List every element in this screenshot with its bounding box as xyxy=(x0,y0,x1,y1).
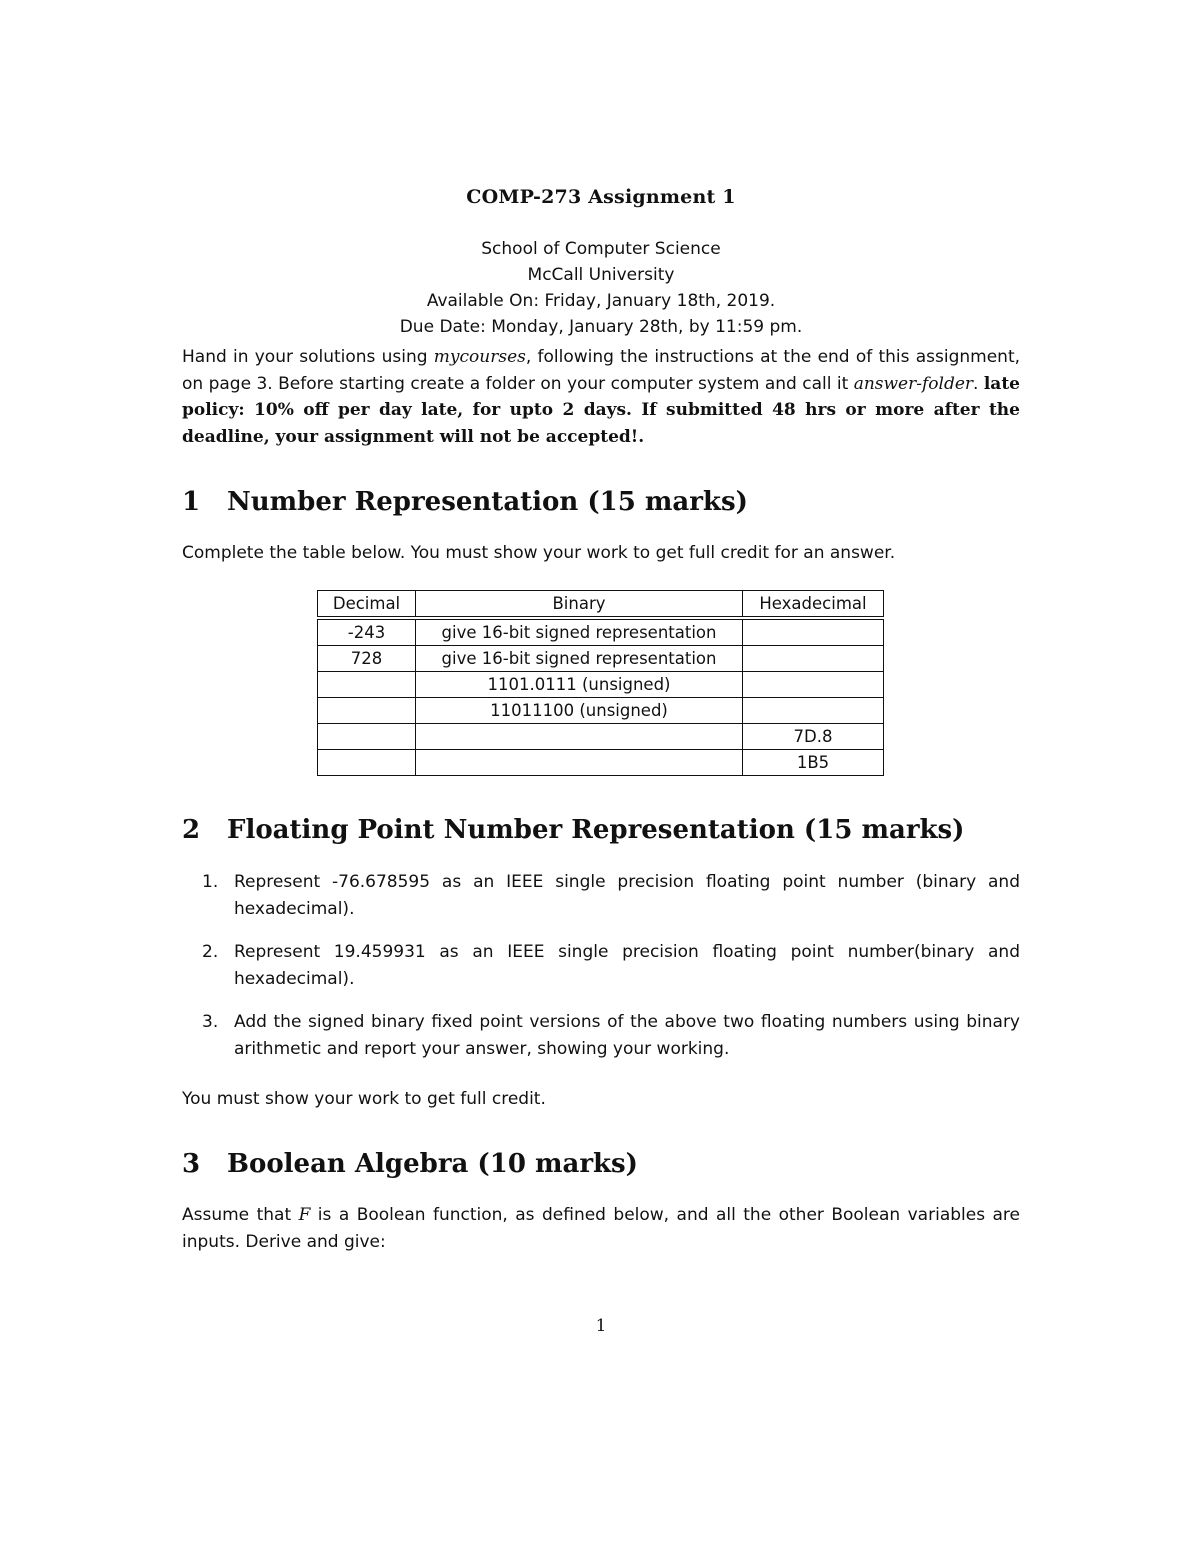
function-variable: F xyxy=(298,1205,311,1225)
section-2-number: 2 xyxy=(182,815,201,845)
cell-decimal xyxy=(318,698,416,724)
title-block xyxy=(182,186,1020,340)
list-marker: 3. xyxy=(202,1012,219,1032)
available-date: Available On: Friday, January 18th, 2019. xyxy=(426,291,776,311)
document-page xyxy=(182,0,1020,1553)
cell-binary xyxy=(416,724,743,750)
list-item xyxy=(182,869,1020,922)
cell-hexadecimal xyxy=(743,618,884,646)
school-name: School of Computer Science xyxy=(481,239,721,259)
cell-decimal xyxy=(318,672,416,698)
intro-text-3: . xyxy=(973,373,984,394)
cell-decimal: 728 xyxy=(318,646,416,672)
cell-binary: 11011100 (unsigned) xyxy=(416,698,743,724)
section-2-title: Floating Point Number Representation (15 marks) xyxy=(227,815,965,845)
header-binary: Binary xyxy=(416,591,743,619)
list-marker: 2. xyxy=(202,942,219,962)
cell-binary: 1101.0111 (unsigned) xyxy=(416,672,743,698)
late-policy: late policy: 10% off per day late, for upto 2 days. If submitted 48 hrs or more after the deadline, your assignment will not be accepted!. xyxy=(182,373,1020,447)
document-title: COMP-273 Assignment 1 xyxy=(466,186,736,208)
cell-hexadecimal xyxy=(743,698,884,724)
cell-decimal xyxy=(318,724,416,750)
section-2-heading xyxy=(182,815,964,845)
intro-paragraph xyxy=(182,344,1020,450)
list-item-text: Represent 19.459931 as an IEEE single precision floating point number(binary and hexadecimal). xyxy=(234,942,1020,989)
answer-folder-term: answer-folder xyxy=(853,373,974,394)
section-1-title: Number Representation (15 marks) xyxy=(227,487,748,517)
section-3-text xyxy=(182,1202,1020,1255)
header-decimal: Decimal xyxy=(318,591,416,619)
table-row xyxy=(318,618,884,646)
intro-text-2: , following the instructions at the end of this assignment, on page 3. Before starting create a folder on your computer system and call it xyxy=(182,347,1021,394)
cell-hexadecimal xyxy=(743,672,884,698)
table-row xyxy=(318,750,884,776)
list-marker: 1. xyxy=(202,872,219,892)
section-3-text-after: is a Boolean function, as defined below, and all the other Boolean variables are inputs. Derive and give: xyxy=(182,1205,1020,1252)
list-item-text: Add the signed binary fixed point versions of the above two floating numbers using binary arithmetic and report your answer, showing your working. xyxy=(234,1012,1020,1059)
cell-binary: give 16-bit signed representation xyxy=(416,618,743,646)
cell-decimal xyxy=(318,750,416,776)
intro-text-1: Hand in your solutions using xyxy=(182,347,434,367)
list-item xyxy=(182,1009,1020,1062)
cell-hexadecimal: 1B5 xyxy=(743,750,884,776)
mycourses-term: mycourses xyxy=(433,347,526,367)
section-3-number: 3 xyxy=(182,1149,201,1179)
section-3-title: Boolean Algebra (10 marks) xyxy=(227,1149,638,1179)
table-header-row xyxy=(318,591,884,619)
cell-decimal: -243 xyxy=(318,618,416,646)
cell-binary: give 16-bit signed representation xyxy=(416,646,743,672)
section-1-instruction: Complete the table below. You must show your work to get full credit for an answer. xyxy=(182,543,896,563)
due-date: Due Date: Monday, January 28th, by 11:59 pm. xyxy=(399,317,803,337)
table-row xyxy=(318,698,884,724)
university-name: McCall University xyxy=(527,265,675,285)
cell-hexadecimal xyxy=(743,646,884,672)
section-3-text-before: Assume that xyxy=(182,1205,299,1225)
cell-hexadecimal: 7D.8 xyxy=(743,724,884,750)
section-1-number: 1 xyxy=(182,487,201,517)
cell-binary xyxy=(416,750,743,776)
table-row xyxy=(318,672,884,698)
list-item-text: Represent -76.678595 as an IEEE single precision floating point number (binary and hexadecimal). xyxy=(234,872,1020,919)
table-row xyxy=(318,724,884,750)
page-number: 1 xyxy=(595,1316,607,1336)
section-1-heading xyxy=(182,487,748,517)
floating-point-task-list xyxy=(182,869,1020,1079)
section-3-heading xyxy=(182,1149,638,1179)
table-row xyxy=(318,646,884,672)
section-2-closing: You must show your work to get full credit. xyxy=(182,1089,546,1109)
number-conversion-table xyxy=(317,590,884,776)
header-hexadecimal: Hexadecimal xyxy=(743,591,884,619)
list-item xyxy=(182,939,1020,992)
